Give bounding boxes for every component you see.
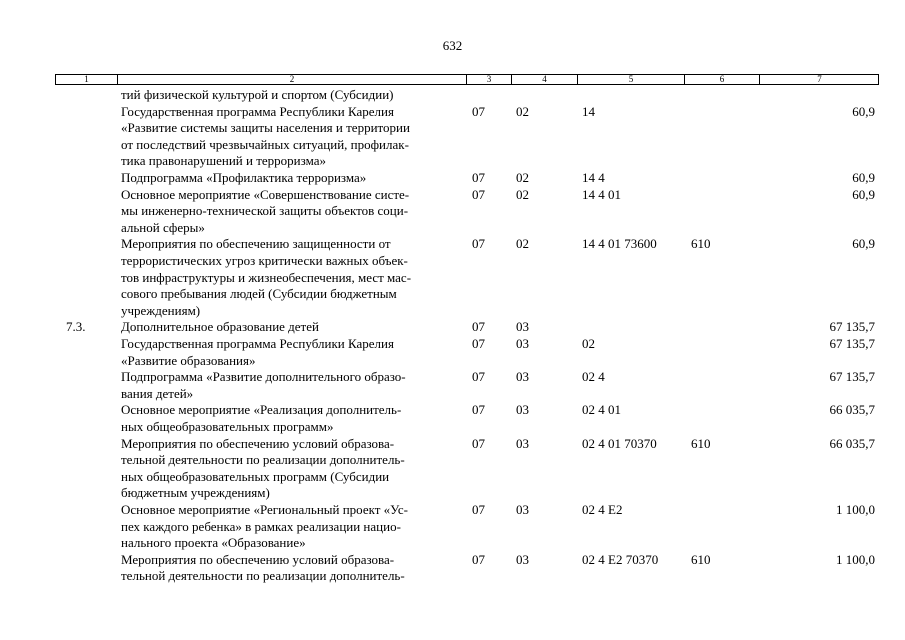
amount-cell: 1 100,0	[836, 502, 875, 517]
row-name-line: тий физической культурой и спортом (Субсидии)	[121, 87, 394, 102]
row-name-line: тов инфраструктуры и жизнеобеспечения, мест мас-	[121, 269, 412, 285]
target-item-code-cell: 14 4	[582, 170, 605, 185]
subsection-code-cell: 03	[516, 551, 529, 567]
section-code-cell: 07	[472, 402, 485, 418]
target-item-code-cell: 02 4 E2	[582, 502, 623, 517]
row-name-line: пех каждого ребенка» в рамках реализации нацио-	[121, 518, 401, 534]
row-name-cell	[121, 436, 466, 502]
amount-cell: 60,9	[852, 236, 875, 252]
section-code-cell: 07	[472, 170, 485, 185]
row-name-line: «Развитие образования»	[121, 352, 256, 368]
target-item-code-cell: 02 4 01 70370	[582, 435, 657, 451]
subsection-code-cell: 03	[516, 402, 529, 418]
row-name-line: ных общеобразовательных программ»	[121, 418, 334, 434]
subsection-code-cell: 03	[516, 369, 529, 385]
row-name-line: Основное мероприятие «Реализация дополнитель-	[121, 402, 402, 418]
section-code-cell: 07	[472, 236, 485, 252]
row-name-line: учреждениям)	[121, 302, 201, 318]
target-item-code-cell: 02 4 E2 70370	[582, 551, 659, 567]
subsection-code-cell: 02	[516, 170, 529, 185]
row-name-line: вания детей»	[121, 385, 194, 401]
amount-cell: 60,9	[852, 170, 875, 185]
row-name-cell	[121, 187, 466, 237]
row-number-cell: 7.3.	[66, 319, 86, 335]
target-item-code-cell: 14 4 01	[582, 186, 621, 202]
row-name-line: «Развитие системы защиты населения и территории	[121, 120, 410, 136]
row-name-line: тика правонарушений и терроризма»	[121, 153, 326, 169]
header-cell-col-5: 5	[577, 75, 684, 84]
row-name-cell	[121, 319, 466, 336]
subsection-code-cell: 03	[516, 319, 529, 335]
target-item-code-cell: 02 4	[582, 369, 605, 385]
row-name-line: Мероприятия по обеспечению условий образова-	[121, 435, 395, 451]
row-name-line: Подпрограмма «Развитие дополнительного образо-	[121, 369, 406, 385]
subsection-code-cell: 03	[516, 435, 529, 451]
amount-cell: 60,9	[852, 186, 875, 202]
subsection-code-cell: 03	[516, 336, 529, 351]
amount-cell: 1 100,0	[836, 551, 875, 567]
row-name-line: ных общеобразовательных программ (Субсидии	[121, 468, 390, 484]
row-name-line: сового пребывания людей (Субсидии бюджетным	[121, 286, 397, 302]
page-number: 632	[442, 38, 463, 53]
amount-cell: 66 035,7	[829, 402, 875, 418]
row-name-line: Мероприятия по обеспечению защищенности от	[121, 236, 391, 252]
row-name-line: нального проекта «Образование»	[121, 535, 306, 551]
expense-type-code-cell: 610	[691, 435, 711, 451]
amount-cell: 67 135,7	[829, 336, 875, 351]
header-cell-col-2: 2	[117, 75, 466, 84]
row-name-cell	[121, 87, 466, 104]
row-name-cell	[121, 552, 466, 585]
header-cell-col-7: 7	[759, 75, 879, 84]
row-name-line: бюджетным учреждениям)	[121, 485, 270, 501]
section-code-cell: 07	[472, 186, 485, 202]
row-name-line: тельной деятельности по реализации дополнитель-	[121, 568, 405, 584]
row-name-line: альной сферы»	[121, 219, 205, 235]
subsection-code-cell: 02	[516, 236, 529, 252]
amount-cell: 67 135,7	[829, 369, 875, 385]
row-name-line: от последствий чрезвычайных ситуаций, профилак-	[121, 136, 409, 152]
row-name-line: Мероприятия по обеспечению условий образова-	[121, 551, 395, 567]
section-code-cell: 07	[472, 336, 485, 351]
header-cell-col-3: 3	[466, 75, 511, 84]
subsection-code-cell: 02	[516, 186, 529, 202]
amount-cell: 60,9	[852, 103, 875, 119]
row-name-cell	[121, 369, 466, 402]
row-name-line: Государственная программа Республики Карелия	[121, 336, 394, 351]
expense-type-code-cell: 610	[691, 551, 711, 567]
row-name-cell	[121, 336, 466, 369]
row-name-cell	[121, 402, 466, 435]
target-item-code-cell: 02	[582, 336, 595, 351]
amount-cell: 66 035,7	[829, 435, 875, 451]
subsection-code-cell: 02	[516, 103, 529, 119]
section-code-cell: 07	[472, 103, 485, 119]
row-name-line: Государственная программа Республики Карелия	[121, 103, 394, 119]
section-code-cell: 07	[472, 502, 485, 517]
row-name-line: Дополнительное образование детей	[121, 319, 319, 335]
amount-cell: 67 135,7	[829, 319, 875, 335]
section-code-cell: 07	[472, 319, 485, 335]
row-name-cell	[121, 236, 466, 319]
header-cell-col-1: 1	[84, 74, 89, 84]
row-name-cell	[121, 104, 466, 170]
section-code-cell: 07	[472, 551, 485, 567]
table-header-row	[55, 74, 879, 85]
header-cell-col-4: 4	[511, 75, 577, 84]
row-name-line: Подпрограмма «Профилактика терроризма»	[121, 170, 367, 185]
row-name-cell	[121, 170, 466, 187]
target-item-code-cell: 14	[582, 103, 595, 119]
section-code-cell: 07	[472, 369, 485, 385]
row-name-line: Основное мероприятие «Региональный проект «Ус-	[121, 502, 408, 517]
row-name-cell	[121, 502, 466, 552]
row-name-line: Основное мероприятие «Совершенствование систе-	[121, 186, 410, 202]
section-code-cell: 07	[472, 435, 485, 451]
header-cell-col-6: 6	[684, 75, 759, 84]
row-name-line: мы инженерно-технической защиты объектов соци-	[121, 203, 409, 219]
expense-type-code-cell: 610	[691, 236, 711, 252]
subsection-code-cell: 03	[516, 502, 529, 517]
row-name-line: тельной деятельности по реализации дополнитель-	[121, 452, 405, 468]
target-item-code-cell: 14 4 01 73600	[582, 236, 657, 252]
row-name-line: террористических угроз критически важных объек-	[121, 252, 408, 268]
target-item-code-cell: 02 4 01	[582, 402, 621, 418]
